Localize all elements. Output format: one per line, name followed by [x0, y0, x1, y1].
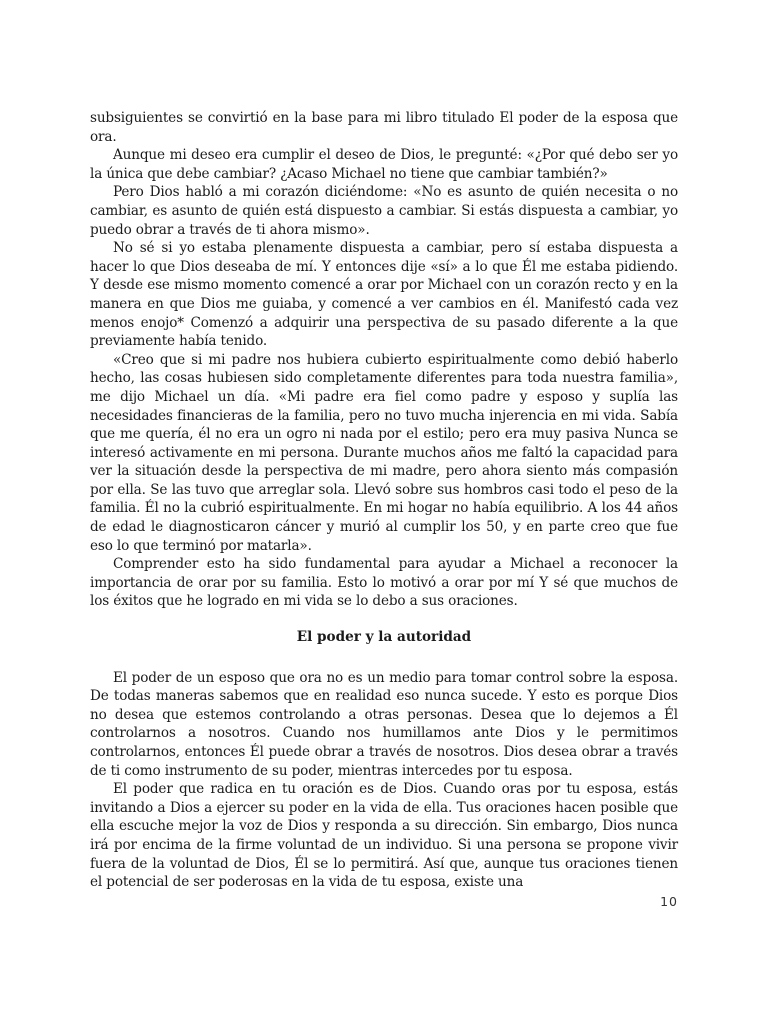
paragraph-question: Aunque mi deseo era cumplir el deseo de Dios, le pregunté: «¿Por qué debo ser yo la única que debe cambiar? ¿Acaso Michael no tiene que cambiar también?»: [90, 147, 678, 182]
paragraph-willingness: No sé si yo estaba plenamente dispuesta a cambiar, pero sí estaba dispuesta a hacer lo que Dios deseaba de mí. Y entonces dije «sí» a lo que Él me estaba pidiendo. Y desde ese mismo momento comencé a orar por Michael con un corazón recto y en la manera en que Dios me guiaba, y comencé a ver cambios en él. Manifestó cada vez menos enojo* Comenzó a adquirir una perspectiva de su pasado diferente a la que previamente había tenido.: [90, 240, 678, 350]
section-heading: El poder y la autoridad: [296, 629, 472, 646]
paragraph-michael-quote: «Creo que si mi padre nos hubiera cubierto espiritualmente como debió haberlo hecho, las cosas hubiesen sido completamente diferentes para toda nuestra familia», me dijo Michael un día. «Mi padre era fiel como padre y esposo y suplía las necesidades financieras de la familia, pero no tuvo mucha injerencia en mi vida. Sabía que me quería, él no era un ogro ni nada por el estilo; pero era muy pasiva Nunca se interesó activamente en mi persona. Durante muchos años me faltó la capacidad para ver la situación desde la perspectiva de mi madre, pero ahora siento más compasión por ella. Se las tuvo que arreglar sola. Llevó sobre sus hombros casi todo el peso de la familia. Él no la cubrió espiritualmente. En mi hogar no había equilibrio. A los 44 años de edad le diagnosticaron cáncer y murió al cumplir los 50, y en parte creo que fue eso lo que terminó por matarla».: [90, 351, 678, 554]
paragraph-god-answer: Pero Dios habló a mi corazón diciéndome: «No es asunto de quién necesita o no cambiar, es asunto de quién está dispuesto a cambiar. Si estás dispuesta a cambiar, yo puedo obrar a través de ti ahora mismo».: [90, 184, 678, 238]
paragraph-understanding: Comprender esto ha sido fundamental para ayudar a Michael a reconocer la importancia de orar por su familia. Esto lo motivó a orar por mí Y sé que muchos de los éxitos que he logrado en mi vida se lo debo a sus oraciones.: [90, 556, 678, 610]
page-number: 10: [660, 894, 678, 909]
page-body: [90, 109, 678, 892]
paragraph-power-prayer: El poder que radica en tu oración es de Dios. Cuando oras por tu esposa, estás invitando a Dios a ejercer su poder en la vida de ella. Tus oraciones hacen posible que ella escuche mejor la voz de Dios y responda a su dirección. Sin embargo, Dios nunca irá por encima de la firme voluntad de un individuo. Si una persona se propone vivir fuera de la voluntad de Dios, Él se lo permitirá. Así que, aunque tus oraciones tienen el potencial de ser poderosas en la vida de tu esposa, existe una: [90, 781, 678, 891]
paragraph-power-husband: El poder de un esposo que ora no es un medio para tomar control sobre la esposa. De todas maneras sabemos que en realidad eso nunca sucede. Y esto es porque Dios no desea que estemos controlando a otras personas. Desea que lo dejemos a Él controlarnos a nosotros. Cuando nos humillamos ante Dios y le permitimos controlarnos, entonces Él puede obrar a través de nosotros. Dios desea obrar a través de ti como instrumento de su poder, mientras intercedes por tu esposa.: [90, 669, 678, 779]
paragraph-continuation: subsiguientes se convirtió en la base para mi libro titulado El poder de la esposa que ora.: [90, 110, 678, 145]
